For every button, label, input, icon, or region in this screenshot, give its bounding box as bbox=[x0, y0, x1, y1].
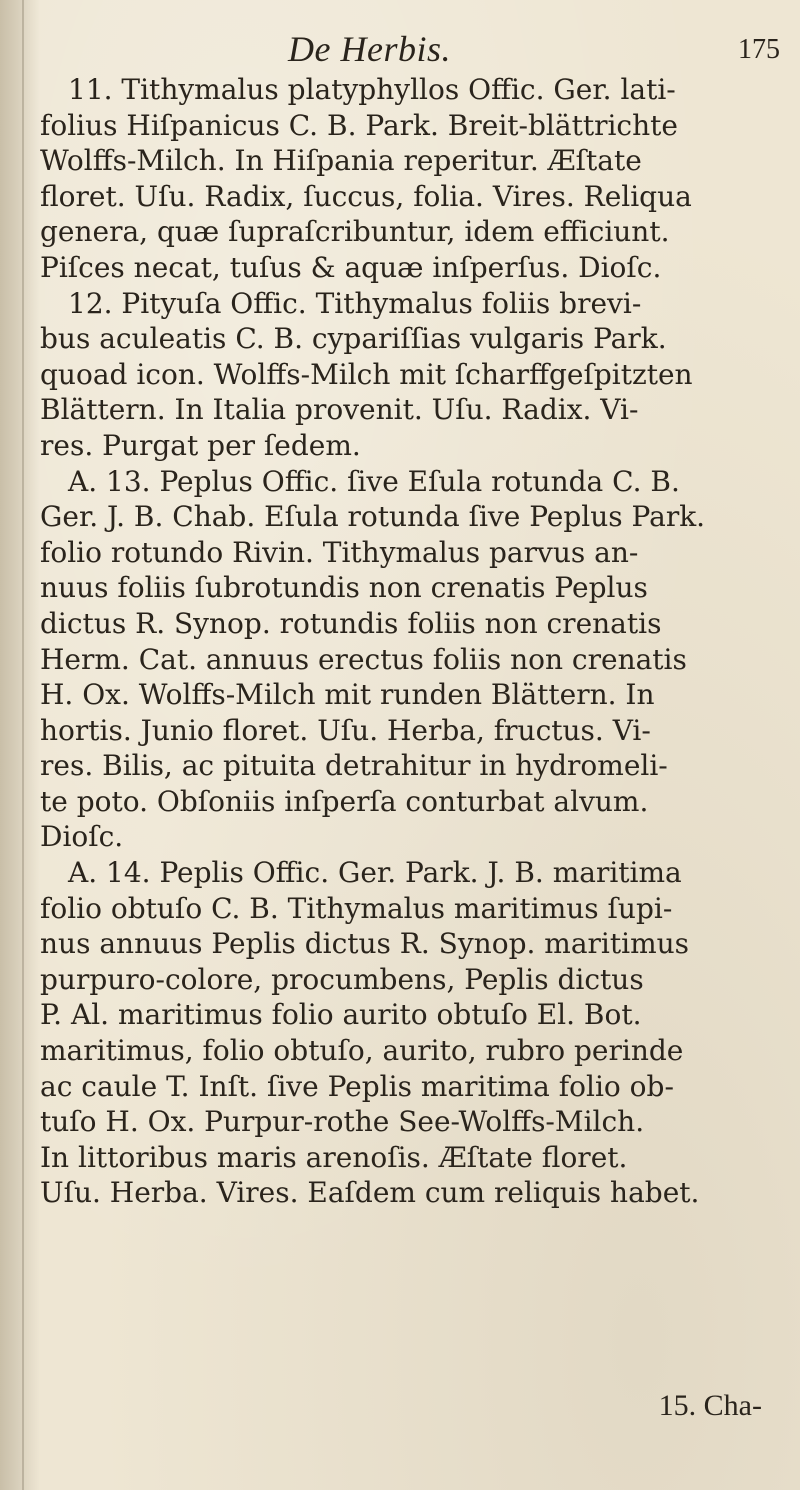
text-line: hortis. Junio floret. Uſu. Herba, fructus. Vi- bbox=[40, 713, 651, 747]
text-line: 12. Pityuſa Offic. Tithymalus foliis brevi- bbox=[68, 286, 642, 320]
text-line: folio rotundo Rivin. Tithymalus parvus an- bbox=[40, 535, 639, 569]
text-line: 11. Tithymalus platyphyllos Offic. Ger. lati- bbox=[68, 73, 676, 106]
text-line: P. Al. maritimus folio aurito obtuſo El. Bot. bbox=[40, 998, 642, 1032]
text-line: genera, quæ ſupraſcribuntur, idem efficiunt. bbox=[40, 215, 670, 249]
page-header bbox=[60, 28, 780, 70]
text-line: tuſo H. Ox. Purpur-rothe See-Wolffs-Milch. bbox=[40, 1105, 645, 1139]
text-line: A. 14. Peplis Offic. Ger. Park. J. B. maritima bbox=[68, 856, 682, 890]
text-line: purpuro-colore, procumbens, Peplis dictus bbox=[40, 962, 644, 996]
text-line: te poto. Obſoniis inſperſa conturbat alvum. bbox=[40, 784, 649, 818]
text-line: folius Hiſpanicus C. B. Park. Breit-blättrichte bbox=[40, 108, 678, 142]
text-line: Blättern. In Italia provenit. Uſu. Radix. Vi- bbox=[40, 393, 639, 427]
text-line: dictus R. Synop. rotundis foliis non crenatis bbox=[40, 606, 662, 640]
text-line: Dioſc. bbox=[40, 820, 124, 854]
text-line: quoad icon. Wolffs-Milch mit ſcharffgeſpitzten bbox=[40, 357, 693, 391]
text-line: nuus foliis ſubrotundis non crenatis Peplus bbox=[40, 571, 648, 605]
text-line: Uſu. Herba. Vires. Eaſdem cum reliquis habet. bbox=[40, 1176, 700, 1210]
text-line: res. Bilis, ac pituita detrahitur in hydromeli- bbox=[40, 749, 668, 783]
text-line: ac caule T. Inſt. ſive Peplis maritima folio ob- bbox=[40, 1069, 674, 1103]
text-line: A. 13. Peplus Offic. ſive Eſula rotunda C. B. bbox=[68, 464, 680, 498]
text-line: nus annuus Peplis dictus R. Synop. maritimus bbox=[40, 927, 690, 961]
text-line: Wolffs-Milch. In Hiſpania reperitur. Æſtate bbox=[40, 144, 642, 178]
text-line: Ger. J. B. Chab. Eſula rotunda ſive Peplus Park. bbox=[40, 500, 706, 534]
text-line: In littoribus maris arenoſis. Æſtate floret. bbox=[40, 1140, 628, 1174]
page-number: 175 bbox=[738, 34, 780, 65]
body-text bbox=[40, 72, 800, 1211]
text-line: bus aculeatis C. B. cypariſſias vulgaris Park. bbox=[40, 322, 667, 356]
page-gutter bbox=[0, 0, 40, 1490]
text-line: maritimus, folio obtuſo, aurito, rubro perinde bbox=[40, 1034, 684, 1068]
text-line: Herm. Cat. annuus erectus foliis non crenatis bbox=[40, 642, 687, 676]
running-head: De Herbis. bbox=[288, 29, 451, 69]
text-line: folio obtuſo C. B. Tithymalus maritimus ſupi- bbox=[40, 891, 673, 925]
text-line: Piſces necat, tuſus & aquæ inſperſus. Dioſc. bbox=[40, 250, 662, 284]
text-line: res. Purgat per ſedem. bbox=[40, 428, 361, 462]
text-line: floret. Uſu. Radix, ſuccus, folia. Vires. Reliqua bbox=[40, 179, 692, 213]
text-line: H. Ox. Wolffs-Milch mit runden Blättern. In bbox=[40, 678, 655, 712]
catchword: 15. Cha- bbox=[658, 1389, 762, 1422]
binding-edge bbox=[22, 0, 24, 1490]
